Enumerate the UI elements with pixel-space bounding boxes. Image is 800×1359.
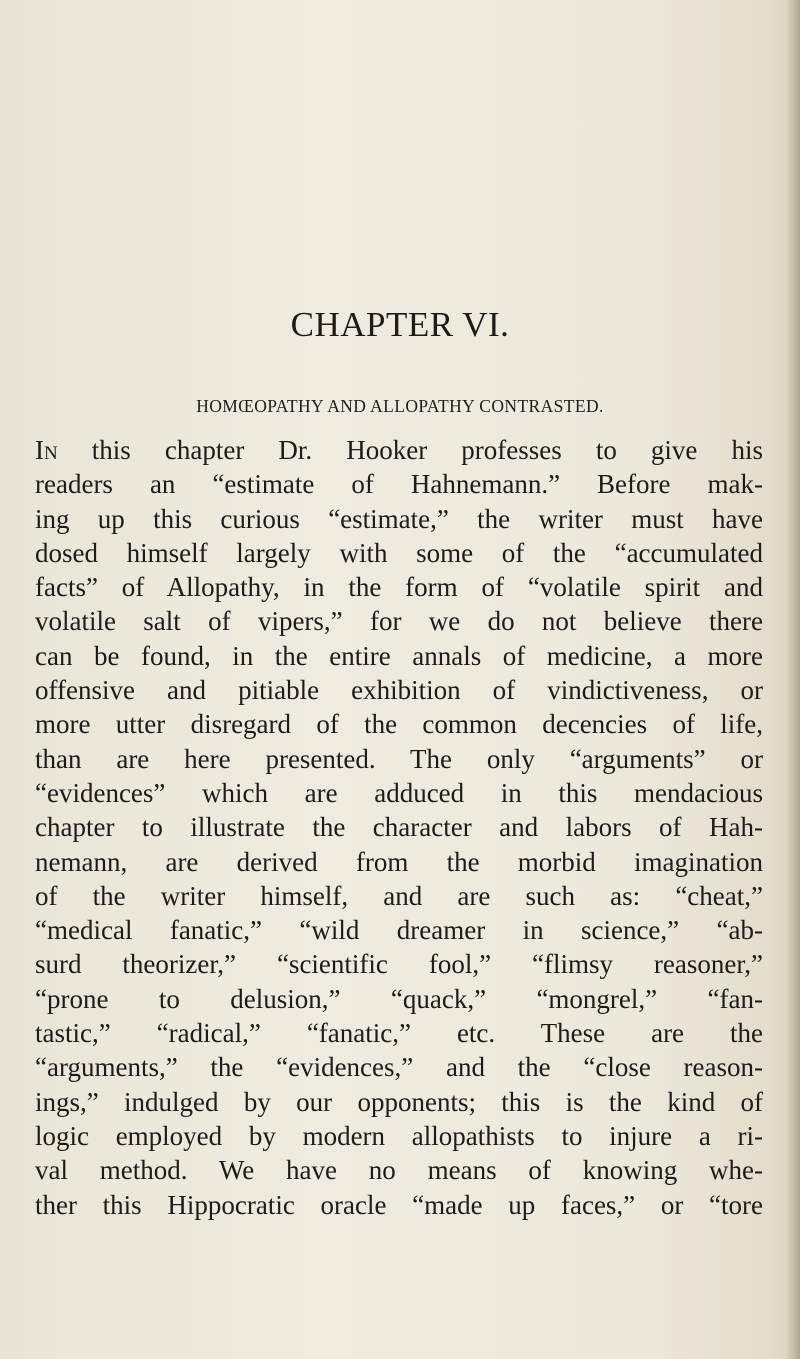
text-line-1-rest: this chapter Dr. Hooker professes to give his: [57, 435, 763, 465]
chapter-subtitle: HOMŒOPATHY AND ALLOPATHY CONTRASTED.: [196, 396, 604, 416]
text-line-16: surd theorizer,” “scientific fool,” “flimsy reasoner,”: [35, 949, 763, 980]
text-line-6: volatile salt of vipers,” for we do not believe there: [35, 606, 763, 637]
text-line-2: readers an “estimate of Hahnemann.” Before mak-: [35, 469, 763, 500]
text-line-18: tastic,” “radical,” “fanatic,” etc. These are the: [35, 1018, 763, 1049]
text-line-23: ther this Hippocratic oracle “made up faces,” or “tore: [35, 1189, 763, 1220]
text-line-12: chapter to illustrate the character and labors of Hah-: [35, 812, 763, 843]
text-line-1: [35, 433, 763, 467]
chapter-title: CHAPTER VI.: [290, 305, 510, 344]
text-line-19: “arguments,” the “evidences,” and the “close reason-: [35, 1052, 763, 1083]
text-line-5: facts” of Allopathy, in the form of “volatile spirit and: [35, 572, 763, 603]
text-line-7: can be found, in the entire annals of medicine, a more: [35, 640, 763, 671]
text-line-22: val method. We have no means of knowing whe-: [35, 1155, 763, 1186]
lead-word: In: [35, 435, 58, 465]
text-line-4: dosed himself largely with some of the “accumulated: [35, 537, 763, 568]
text-line-21: logic employed by modern allopathists to injure a ri-: [35, 1120, 763, 1151]
text-line-13: nemann, are derived from the morbid imagination: [35, 846, 763, 877]
body-paragraph: [35, 433, 763, 1222]
text-line-11: “evidences” which are adduced in this mendacious: [35, 777, 763, 808]
page-edge-shadow: [786, 0, 800, 1359]
text-line-8: offensive and pitiable exhibition of vindictiveness, or: [35, 675, 763, 706]
text-line-15: “medical fanatic,” “wild dreamer in science,” “ab-: [35, 915, 763, 946]
text-line-17: “prone to delusion,” “quack,” “mongrel,” “fan-: [35, 983, 763, 1014]
text-line-14: of the writer himself, and are such as: “cheat,”: [35, 880, 763, 911]
text-line-20: ings,” indulged by our opponents; this is the kind of: [35, 1086, 763, 1117]
text-line-9: more utter disregard of the common decencies of life,: [35, 709, 763, 740]
text-line-10: than are here presented. The only “arguments” or: [35, 743, 763, 774]
text-line-3: ing up this curious “estimate,” the writer must have: [35, 503, 763, 534]
